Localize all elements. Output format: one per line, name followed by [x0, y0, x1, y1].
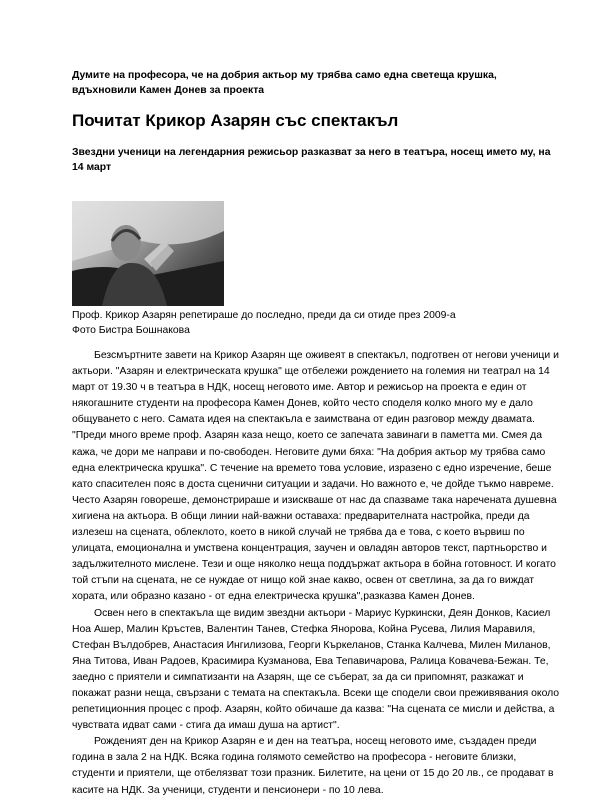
article [72, 68, 560, 799]
body-paragraph: Рожденият ден на Крикор Азарян е и ден на театъра, носещ неговото име, създаден преди година в зала 2 на НДК. Всяка година голямото семейство на професора - неговите близки, студенти и приятели, ще отбелязват този празник. Билетите, на цени от 15 до 20 лв., се продават в касите на НДК. За ученици, студенти и пенсионери - по 10 лева. [72, 736, 554, 796]
article-title: Почитат Крикор Азарян със спектакъл [72, 111, 399, 130]
article-subtitle: Звездни ученици на легендарния режисьор разказват за него в театъра, носещ името му, на 14 март [72, 147, 551, 173]
body-paragraph: Освен него в спектакъла ще видим звездни актьори - Мариус Куркински, Деян Донков, Касиел Ноа Ашер, Малин Кръстев, Валентин Танев, Стефка Янорова, Койна Русева, Лилия Маравиля, Стефан Вълдобрев, Анастасия Ингилизова, Георги Къркеланов, Станка Калчева, Милен Миланов, Яна Титова, Иван Радоев, Красимира Кузманова, Ева Тепавичарова, Ралица Ковачева-Бежан. Те, заедно с приятели и симпатизанти на Азарян, ще се съберат, за да си припомнят, разкажат и покажат разни неща, свързани с темата на спектакъла. Всеки ще сподели свои преживявания около репетиционния процес с проф. Азарян, който обичаше да казва: "На сцената се мисли и действа, а чувствата идват сами - стига да имаш душа на артист". [72, 607, 560, 732]
article-photo [72, 201, 224, 306]
body-paragraph: Безсмъртните завети на Крикор Азарян ще оживеят в спектакъл, подготвен от негови ученици и актьори. "Азарян и електрическата крушка" ще отбележи рождението на големия ни театрал на 14 март от 19.30 ч в театъра в НДК, носещ неговото име. Автор и режисьор на проекта е един от някогашните студенти на професора Камен Донев, който често споделя колко много му е дало общуването с него. Самата идея на спектакъла е заимствана от един разговор между двамата. "Преди много време проф. Азарян каза нещо, което се запечата завинаги в паметта ми. Смея да кажа, че дори ме направи и по-свободен. Неговите думи бяха: "На добрия актьор му трябва само една електрическа крушка". С течение на времето това условие, изразено с едно изречение, беше като спасителен пояс в доста сценични ситуации и задачи. Но важното е, че дойде тъкмо навреме. Често Азарян говореше, демонстрираше и изискваше от нас да спазваме така наречената душевна хигиена на актьора. В общи линии най-важни оставаха: предварителната настройка, преди да излезеш на сцената, облеклото, което в никой случай не трябва да е това, с което вървиш по улицата, емоционална и умствена концентрация, заучен и овладян авторов текст, партньорство и задължителното мислене. Тези и още няколко неща поддържат актьора в бойна готовност. И когато той стъпи на сцената, не се нуждае от нищо кой знае какво, освен от светлина, за да го виждат хората, или образно казано - от една електрическа крушка",разказва Камен Донев. [72, 350, 559, 603]
photo-caption: Проф. Крикор Азарян репетираше до последно, преди да си отиде през 2009-а [72, 310, 456, 321]
article-body [72, 348, 560, 799]
photo-credit: Фото Бистра Бошнакова [72, 325, 190, 336]
article-kicker: Думите на професора, че на добрия актьор му трябва само една светеща крушка, вдъхновили Камен Донев за проекта [72, 70, 497, 96]
portrait-illustration [72, 201, 224, 306]
